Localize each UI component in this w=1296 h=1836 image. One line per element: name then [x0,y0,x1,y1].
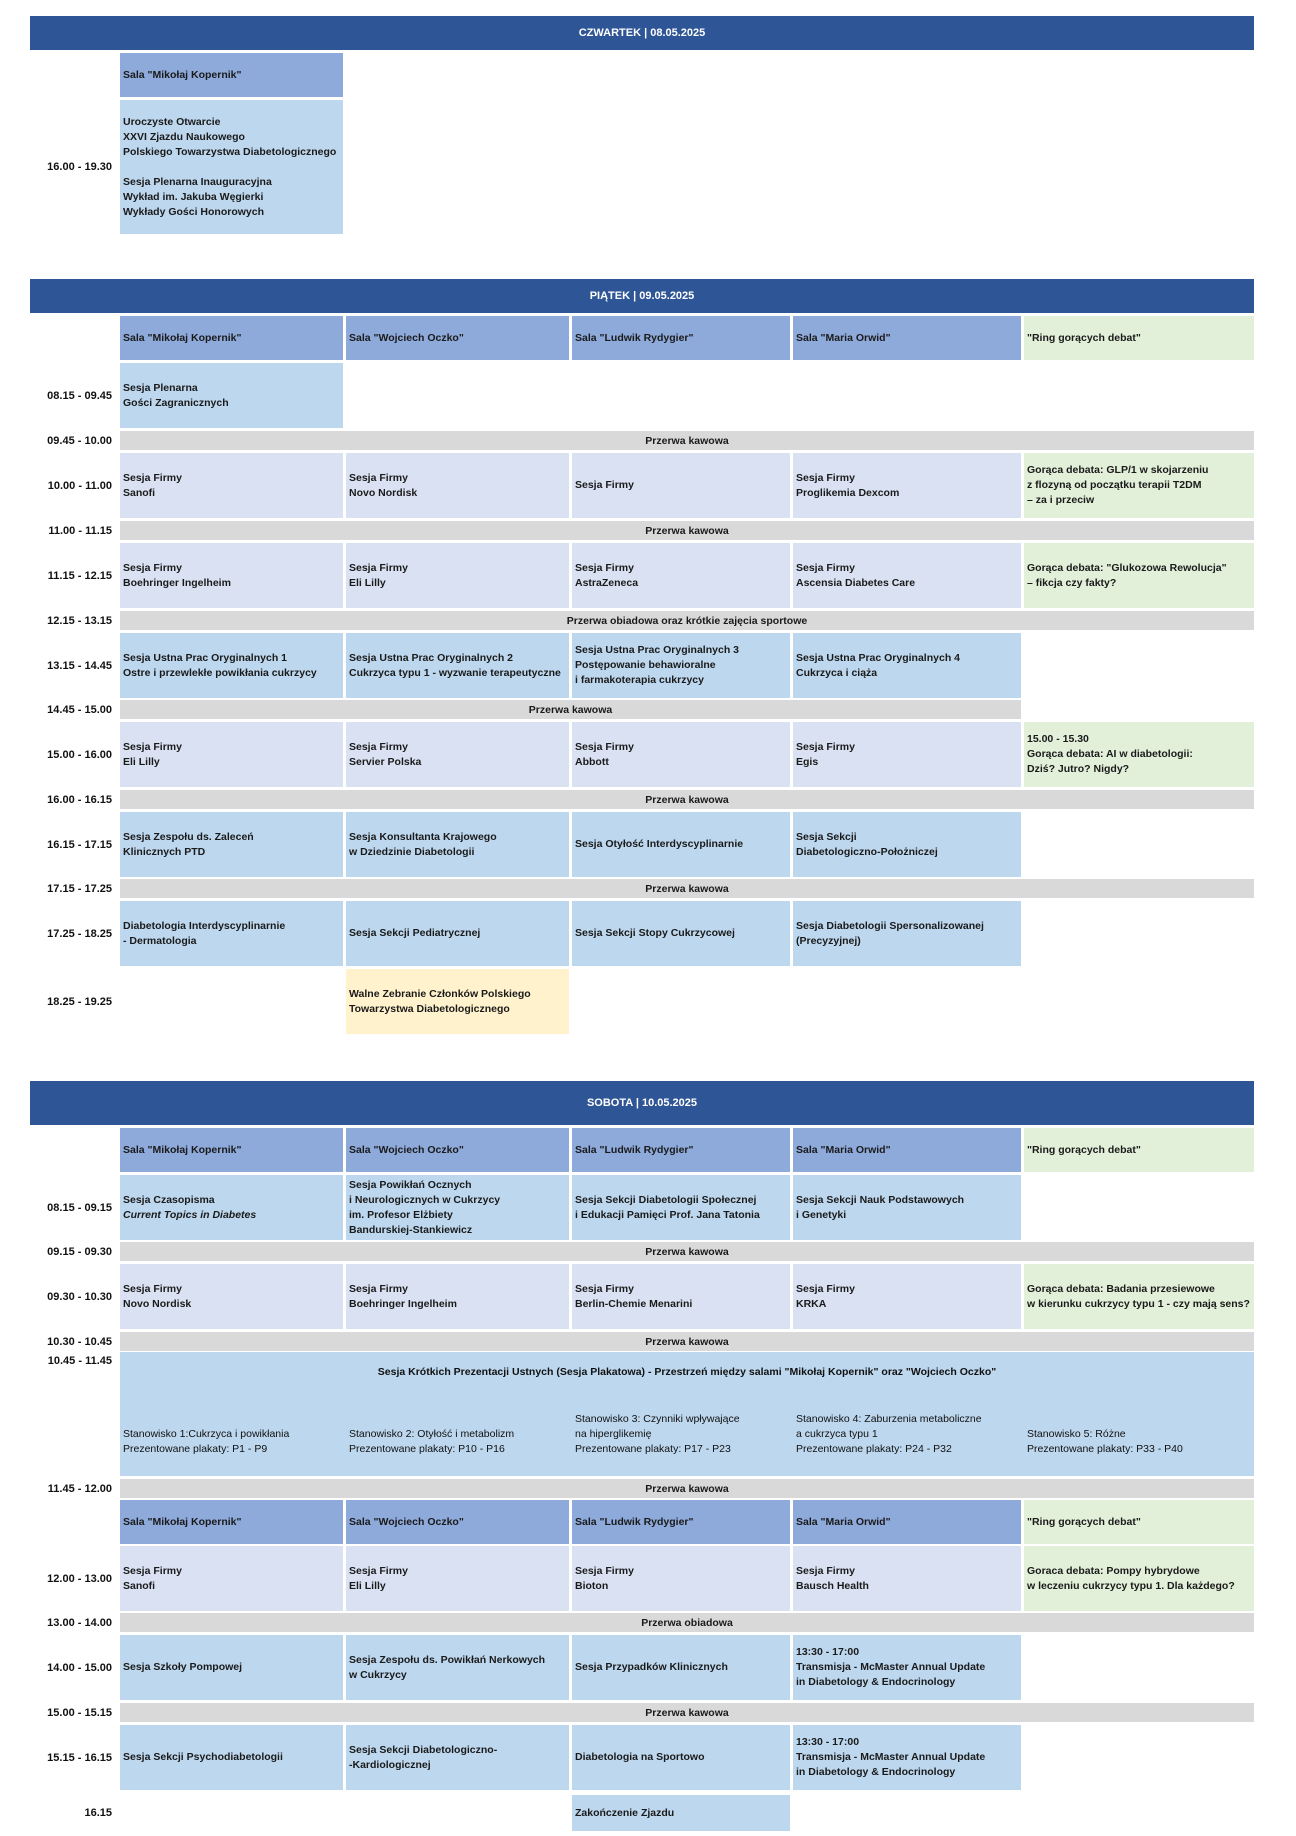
hall-header-rydygier: Sala "Ludwik Rydygier" [572,1500,790,1544]
poster-session [120,1352,1254,1476]
time-label: 15.00 - 16.00 [47,748,112,761]
hall-header-kopernik: Sala "Mikołaj Kopernik" [120,1128,343,1172]
hall-header-rydygier: Sala "Ludwik Rydygier" [572,316,790,360]
session-cell: Sesja Firmy Abbott [572,722,790,787]
time-label: 08.15 - 09.15 [47,1201,112,1214]
session-cell: Sesja Firmy Egis [793,722,1021,787]
coffee-break: Przerwa kawowa [120,1703,1254,1722]
session-cell: Sesja Zespołu ds. Zaleceń Klinicznych PTD [120,812,343,877]
time-label: 08.15 - 09.45 [47,389,112,402]
session-cell: Sesja Firmy Sanofi [120,453,343,518]
session-cell: Diabetologia na Sportowo [572,1725,790,1790]
time-label: 15.15 - 16.15 [47,1751,112,1764]
time-label: 18.25 - 19.25 [47,995,112,1008]
day-header-saturday: SOBOTA | 10.05.2025 [30,1081,1254,1125]
day-header-friday: PIĄTEK | 09.05.2025 [30,279,1254,313]
hall-header-ring: "Ring gorących debat" [1024,316,1254,360]
session-plenary: Sesja Plenarna Gości Zagranicznych [120,363,343,428]
session-cell: Sesja Firmy AstraZeneca [572,543,790,608]
hall-header-kopernik: Sala "Mikołaj Kopernik" [120,1500,343,1544]
time-label: 11.00 - 11.15 [48,524,112,537]
coffee-break: Przerwa kawowa [120,431,1254,450]
lunch-break: Przerwa obiadowa oraz krótkie zajęcia sportowe [120,611,1254,630]
session-cell: Sesja Konsultanta Krajowego w Dziedzinie Diabetologii [346,812,569,877]
hall-header-kopernik: Sala "Mikołaj Kopernik" [120,53,343,97]
time-label: 16.15 [84,1807,112,1819]
session-cell: Sesja Firmy Eli Lilly [346,543,569,608]
session-cell: Sesja Firmy Servier Polska [346,722,569,787]
session-cell: Sesja Firmy Berlin-Chemie Menarini [572,1264,790,1329]
hall-header-ring: "Ring gorących debat" [1024,1128,1254,1172]
session-closing: Zakończenie Zjazdu [572,1795,790,1831]
time-label: 17.25 - 18.25 [47,927,112,940]
poster-station-2: Stanowisko 2: Otyłość i metabolizm Prezentowane plakaty: P10 - P16 [349,1428,515,1455]
time-label: 11.45 - 12.00 [47,1482,112,1495]
session-cell: Sesja Sekcji Psychodiabetologii [120,1725,343,1790]
lunch-break: Przerwa obiadowa [120,1613,1254,1632]
debate-cell: Gorąca debata: GLP/1 w skojarzeniu z flozyną od początku terapii T2DM – za i przeciw [1024,453,1254,518]
coffee-break: Przerwa kawowa [120,1332,1254,1351]
coffee-break: Przerwa kawowa [120,879,1254,898]
session-cell: Sesja Sekcji Diabetologiczno-Położniczej [793,812,1021,877]
session-cell: Sesja Firmy Boehringer Ingelheim [346,1264,569,1329]
general-assembly: Walne Zebranie Członków Polskiego Towarzystwa Diabetologicznego [346,969,569,1034]
session-cell: Sesja Firmy Boehringer Ingelheim [120,543,343,608]
poster-station-3: Stanowisko 3: Czynniki wpływające na hiperglikemię Prezentowane plakaty: P17 - P23 [575,1413,740,1455]
time-label: 17.15 - 17.25 [47,882,112,895]
session-cell: Sesja Sekcji Diabetologiczno- -Kardiologicznej [346,1725,569,1790]
session-cell: Sesja Ustna Prac Oryginalnych 4 Cukrzyca i ciąża [793,633,1021,698]
session-cell: Sesja Firmy Eli Lilly [346,1546,569,1611]
session-cell: Sesja Firmy Eli Lilly [120,722,343,787]
session-cell: Sesja Przypadków Klinicznych [572,1635,790,1700]
time-label: 10.00 - 11.00 [47,479,112,492]
session-cell: Sesja Firmy Novo Nordisk [120,1264,343,1329]
time-label: 12.00 - 13.00 [47,1572,112,1585]
session-cell: Sesja Firmy Sanofi [120,1546,343,1611]
session-cell: Sesja Firmy Novo Nordisk [346,453,569,518]
session-opening: Uroczyste Otwarcie XXVI Zjazdu Naukowego Polskiego Towarzystwa Diabetologicznego Sesja Plenarna Inauguracyjna Wykład im. Jakuba Węgierki Wykłady Gości Honorowych [120,100,343,234]
time-label: 15.00 - 15.15 [47,1706,112,1719]
session-cell: Sesja Sekcji Diabetologii Społecznej i Edukacji Pamięci Prof. Jana Tatonia [572,1175,790,1240]
poster-station-5: Stanowisko 5: Różne Prezentowane plakaty: P33 - P40 [1027,1428,1183,1455]
session-cell: Sesja Powikłań Ocznych i Neurologicznych w Cukrzycy im. Profesor Elżbiety Bandurskiej-Stankiewicz [346,1175,569,1240]
time-label: 16.00 - 16.15 [47,793,112,806]
session-cell: 13:30 - 17:00 Transmisja - McMaster Annual Update in Diabetology & Endocrinology [793,1635,1021,1700]
poster-station-1: Stanowisko 1:Cukrzyca i powikłania Prezentowane plakaty: P1 - P9 [123,1428,290,1455]
session-cell: Sesja Sekcji Pediatrycznej [346,901,569,966]
hall-header-kopernik: Sala "Mikołaj Kopernik" [120,316,343,360]
coffee-break: Przerwa kawowa [120,790,1254,809]
time-label: 10.45 - 11.45 [47,1355,112,1367]
session-journal [120,1175,343,1240]
debate-cell: Gorąca debata: Badania przesiewowe w kierunku cukrzycy typu 1 - czy mają sens? [1024,1264,1254,1329]
hall-header-orwid: Sala "Maria Orwid" [793,1128,1021,1172]
session-cell: Sesja Sekcji Stopy Cukrzycowej [572,901,790,966]
session-cell: Sesja Firmy Bioton [572,1546,790,1611]
session-cell: Sesja Firmy [572,453,790,518]
coffee-break: Przerwa kawowa [120,1242,1254,1261]
debate-cell: Gorąca debata: "Glukozowa Rewolucja" – fikcja czy fakty? [1024,543,1254,608]
time-label: 16.00 - 19.30 [47,161,112,173]
session-journal-title: Sesja Czasopisma [123,1193,215,1206]
hall-header-rydygier: Sala "Ludwik Rydygier" [572,1128,790,1172]
hall-header-orwid: Sala "Maria Orwid" [793,316,1021,360]
session-cell: Sesja Ustna Prac Oryginalnych 3 Postępowanie behawioralne i farmakoterapia cukrzycy [572,633,790,698]
session-cell: Sesja Szkoły Pompowej [120,1635,343,1700]
time-label: 13.00 - 14.00 [47,1616,112,1629]
session-cell: Sesja Otyłość Interdyscyplinarnie [572,812,790,877]
session-cell: 13:30 - 17:00 Transmisja - McMaster Annual Update in Diabetology & Endocrinology [793,1725,1021,1790]
hall-header-oczko: Sala "Wojciech Oczko" [346,316,569,360]
session-cell: Diabetologia Interdyscyplinarnie - Dermatologia [120,901,343,966]
time-label: 14.45 - 15.00 [47,703,112,716]
debate-cell: Goraca debata: Pompy hybrydowe w leczeniu cukrzycy typu 1. Dla każdego? [1024,1546,1254,1611]
journal-name: Current Topics in Diabetes [123,1208,257,1221]
session-cell: Sesja Sekcji Nauk Podstawowych i Genetyki [793,1175,1021,1240]
session-cell: Sesja Ustna Prac Oryginalnych 1 Ostre i przewlekłe powikłania cukrzycy [120,633,343,698]
hall-header-oczko: Sala "Wojciech Oczko" [346,1128,569,1172]
session-cell: Sesja Firmy Bausch Health [793,1546,1021,1611]
coffee-break: Przerwa kawowa [120,1479,1254,1498]
time-label: 09.30 - 10.30 [47,1290,112,1303]
time-label: 11.15 - 12.15 [47,569,112,582]
time-label: 09.15 - 09.30 [47,1245,112,1258]
debate-cell: 15.00 - 15.30 Gorąca debata: AI w diabetologii: Dziś? Jutro? Nigdy? [1024,722,1254,787]
time-label: 09.45 - 10.00 [47,434,112,447]
time-label: 16.15 - 17.15 [47,838,112,851]
time-label: 10.30 - 10.45 [47,1335,112,1348]
hall-header-oczko: Sala "Wojciech Oczko" [346,1500,569,1544]
time-label: 12.15 - 13.15 [47,614,112,627]
session-cell: Sesja Ustna Prac Oryginalnych 2 Cukrzyca typu 1 - wyzwanie terapeutyczne [346,633,569,698]
coffee-break: Przerwa kawowa [120,521,1254,540]
session-cell: Sesja Firmy KRKA [793,1264,1021,1329]
session-cell: Sesja Firmy Proglikemia Dexcom [793,453,1021,518]
coffee-break: Przerwa kawowa [120,700,1021,719]
session-cell: Sesja Firmy Ascensia Diabetes Care [793,543,1021,608]
session-cell: Sesja Zespołu ds. Powikłań Nerkowych w Cukrzycy [346,1635,569,1700]
session-cell: Sesja Diabetologii Spersonalizowanej (Precyzyjnej) [793,901,1021,966]
time-label: 13.15 - 14.45 [47,659,112,672]
time-label: 14.00 - 15.00 [47,1661,112,1674]
poster-station-4: Stanowisko 4: Zaburzenia metaboliczne a cukrzyca typu 1 Prezentowane plakaty: P24 - P32 [796,1413,982,1455]
hall-header-orwid: Sala "Maria Orwid" [793,1500,1021,1544]
hall-header-ring: "Ring gorących debat" [1024,1500,1254,1544]
poster-session-title: Sesja Krótkich Prezentacji Ustnych (Sesja Plakatowa) - Przestrzeń między salami "Mikołaj Kopernik" oraz "Wojciech Oczko" [377,1366,997,1378]
day-header-thursday: CZWARTEK | 08.05.2025 [30,16,1254,50]
